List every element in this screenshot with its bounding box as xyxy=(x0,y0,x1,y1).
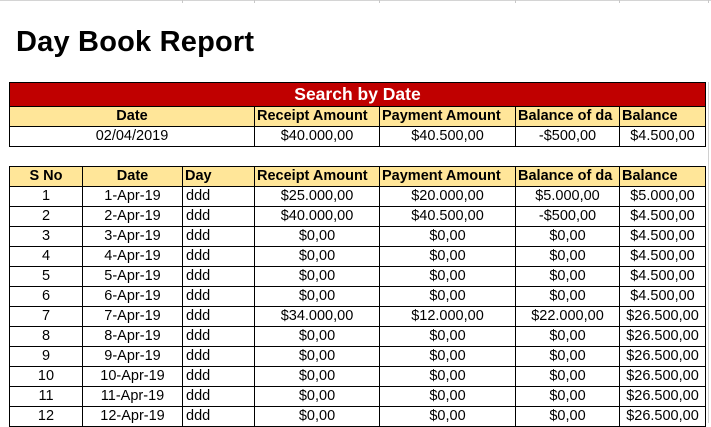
cell-day[interactable]: ddd xyxy=(183,387,255,407)
cell-day[interactable]: ddd xyxy=(183,287,255,307)
search-payment-value: $40.500,00 xyxy=(380,127,516,147)
spreadsheet-gridline xyxy=(0,0,711,1)
search-date-input[interactable]: 02/04/2019 xyxy=(10,127,255,147)
cell-day[interactable]: ddd xyxy=(183,247,255,267)
cell-balance[interactable]: $26.500,00 xyxy=(620,407,706,427)
cell-day[interactable]: ddd xyxy=(183,347,255,367)
cell-date[interactable]: 12-Apr-19 xyxy=(83,407,183,427)
search-header-receipt: Receipt Amount xyxy=(255,107,380,127)
cell-balance-of-day[interactable]: $0,00 xyxy=(516,287,620,307)
search-header-balance-of-day: Balance of da xyxy=(516,107,620,127)
cell-balance-of-day[interactable]: $0,00 xyxy=(516,347,620,367)
header-date: Date xyxy=(83,167,183,187)
cell-balance-of-day[interactable]: $0,00 xyxy=(516,407,620,427)
cell-date[interactable]: 4-Apr-19 xyxy=(83,247,183,267)
table-row xyxy=(10,267,706,287)
search-by-date-panel xyxy=(9,82,706,147)
table-row xyxy=(10,227,706,247)
cell-date[interactable]: 1-Apr-19 xyxy=(83,187,183,207)
cell-sno[interactable]: 2 xyxy=(10,207,83,227)
cell-balance-of-day[interactable]: $5.000,00 xyxy=(516,187,620,207)
day-book-table xyxy=(9,166,706,427)
table-row xyxy=(10,407,706,427)
cell-day[interactable]: ddd xyxy=(183,227,255,247)
cell-receipt[interactable]: $0,00 xyxy=(255,287,380,307)
cell-day[interactable]: ddd xyxy=(183,187,255,207)
cell-balance[interactable]: $4.500,00 xyxy=(620,207,706,227)
search-header-balance: Balance xyxy=(620,107,706,127)
cell-date[interactable]: 9-Apr-19 xyxy=(83,347,183,367)
cell-payment[interactable]: $12.000,00 xyxy=(380,307,516,327)
cell-balance-of-day[interactable]: $0,00 xyxy=(516,327,620,347)
table-header-row xyxy=(10,167,706,187)
cell-balance[interactable]: $4.500,00 xyxy=(620,267,706,287)
search-balance-of-day-value: -$500,00 xyxy=(516,127,620,147)
cell-balance-of-day[interactable]: $22.000,00 xyxy=(516,307,620,327)
cell-receipt[interactable]: $0,00 xyxy=(255,387,380,407)
cell-balance[interactable]: $5.000,00 xyxy=(620,187,706,207)
cell-balance-of-day[interactable]: $0,00 xyxy=(516,227,620,247)
table-row xyxy=(10,207,706,227)
cell-payment[interactable]: $40.500,00 xyxy=(380,207,516,227)
header-payment: Payment Amount xyxy=(380,167,516,187)
table-row xyxy=(10,347,706,367)
cell-payment[interactable]: $0,00 xyxy=(380,287,516,307)
header-balance: Balance xyxy=(620,167,706,187)
cell-sno[interactable]: 10 xyxy=(10,367,83,387)
cell-date[interactable]: 7-Apr-19 xyxy=(83,307,183,327)
report-title: Day Book Report xyxy=(16,26,255,58)
cell-date[interactable]: 10-Apr-19 xyxy=(83,367,183,387)
cell-sno[interactable]: 8 xyxy=(10,327,83,347)
search-balance-value: $4.500,00 xyxy=(620,127,706,147)
cell-balance-of-day[interactable]: $0,00 xyxy=(516,387,620,407)
cell-balance-of-day[interactable]: -$500,00 xyxy=(516,207,620,227)
cell-sno[interactable]: 7 xyxy=(10,307,83,327)
header-sno: S No xyxy=(10,167,83,187)
table-row xyxy=(10,287,706,307)
header-day: Day xyxy=(183,167,255,187)
cell-receipt[interactable]: $0,00 xyxy=(255,247,380,267)
cell-date[interactable]: 3-Apr-19 xyxy=(83,227,183,247)
cell-day[interactable]: ddd xyxy=(183,207,255,227)
cell-payment[interactable]: $0,00 xyxy=(380,227,516,247)
cell-balance-of-day[interactable]: $0,00 xyxy=(516,367,620,387)
cell-payment[interactable]: $20.000,00 xyxy=(380,187,516,207)
cell-receipt[interactable]: $0,00 xyxy=(255,367,380,387)
cell-receipt[interactable]: $34.000,00 xyxy=(255,307,380,327)
cell-date[interactable]: 2-Apr-19 xyxy=(83,207,183,227)
table-row xyxy=(10,327,706,347)
cell-payment[interactable]: $0,00 xyxy=(380,327,516,347)
cell-balance[interactable]: $4.500,00 xyxy=(620,227,706,247)
cell-date[interactable]: 5-Apr-19 xyxy=(83,267,183,287)
cell-receipt[interactable]: $0,00 xyxy=(255,347,380,367)
cell-payment[interactable]: $0,00 xyxy=(380,247,516,267)
search-header-date: Date xyxy=(10,107,255,127)
cell-payment[interactable]: $0,00 xyxy=(380,407,516,427)
cell-payment[interactable]: $0,00 xyxy=(380,387,516,407)
cell-balance-of-day[interactable]: $0,00 xyxy=(516,247,620,267)
cell-payment[interactable]: $0,00 xyxy=(380,267,516,287)
search-banner: Search by Date xyxy=(10,83,706,107)
cell-day[interactable]: ddd xyxy=(183,327,255,347)
cell-receipt[interactable]: $0,00 xyxy=(255,407,380,427)
cell-receipt[interactable]: $0,00 xyxy=(255,327,380,347)
table-row xyxy=(10,307,706,327)
cell-receipt[interactable]: $25.000,00 xyxy=(255,187,380,207)
search-header-payment: Payment Amount xyxy=(380,107,516,127)
cell-day[interactable]: ddd xyxy=(183,307,255,327)
column-gridline xyxy=(708,82,709,423)
table-row xyxy=(10,187,706,207)
cell-day[interactable]: ddd xyxy=(183,367,255,387)
search-receipt-value: $40.000,00 xyxy=(255,127,380,147)
cell-balance[interactable]: $26.500,00 xyxy=(620,307,706,327)
table-row xyxy=(10,387,706,407)
cell-sno[interactable]: 12 xyxy=(10,407,83,427)
cell-sno[interactable]: 11 xyxy=(10,387,83,407)
cell-date[interactable]: 11-Apr-19 xyxy=(83,387,183,407)
cell-sno[interactable]: 9 xyxy=(10,347,83,367)
cell-payment[interactable]: $0,00 xyxy=(380,367,516,387)
cell-sno[interactable]: 1 xyxy=(10,187,83,207)
cell-sno[interactable]: 4 xyxy=(10,247,83,267)
cell-receipt[interactable]: $0,00 xyxy=(255,227,380,247)
cell-day[interactable]: ddd xyxy=(183,407,255,427)
header-receipt: Receipt Amount xyxy=(255,167,380,187)
cell-balance[interactable]: $26.500,00 xyxy=(620,387,706,407)
cell-receipt[interactable]: $0,00 xyxy=(255,267,380,287)
header-balance-of-day: Balance of da xyxy=(516,167,620,187)
cell-payment[interactable]: $0,00 xyxy=(380,347,516,367)
cell-balance[interactable]: $4.500,00 xyxy=(620,287,706,307)
cell-sno[interactable]: 6 xyxy=(10,287,83,307)
cell-balance-of-day[interactable]: $0,00 xyxy=(516,267,620,287)
table-row xyxy=(10,367,706,387)
cell-sno[interactable]: 3 xyxy=(10,227,83,247)
cell-day[interactable]: ddd xyxy=(183,267,255,287)
cell-balance[interactable]: $4.500,00 xyxy=(620,247,706,267)
cell-date[interactable]: 8-Apr-19 xyxy=(83,327,183,347)
table-row xyxy=(10,247,706,267)
cell-balance[interactable]: $26.500,00 xyxy=(620,367,706,387)
cell-date[interactable]: 6-Apr-19 xyxy=(83,287,183,307)
cell-receipt[interactable]: $40.000,00 xyxy=(255,207,380,227)
cell-balance[interactable]: $26.500,00 xyxy=(620,347,706,367)
cell-balance[interactable]: $26.500,00 xyxy=(620,327,706,347)
cell-sno[interactable]: 5 xyxy=(10,267,83,287)
